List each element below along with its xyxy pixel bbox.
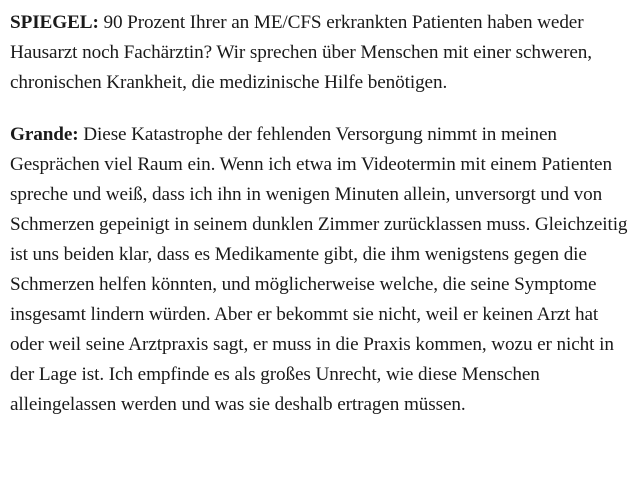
interview-question [10,8,635,98]
speaker-label-spiegel: SPIEGEL: [10,12,99,33]
interview-answer [10,120,635,420]
speaker-label-grande: Grande: [10,124,79,145]
question-text: 90 Prozent Ihrer an ME/CFS erkrankten Patienten haben weder Hausarzt noch Fachärztin? Wir sprechen über Menschen mit einer schweren, chronischen Krankheit, die medizinische Hilfe benötigen. [10,12,592,93]
article-body [10,8,635,420]
answer-text: Diese Katastrophe der fehlenden Versorgung nimmt in meinen Gesprächen viel Raum ein. Wenn ich etwa im Videotermin mit einem Patienten spreche und weiß, dass ich ihn in wenigen Minuten allein, unversorgt und von Schmerzen gepeinigt in seinem dunklen Zimmer zurücklassen muss. Gleichzeitig ist uns beiden klar, dass es Medikamente gibt, die ihm wenigstens gegen die Schmerzen helfen könnten, und möglicherweise welche, die seine Symptome insgesamt lindern würden. Aber er bekommt sie nicht, weil er keinen Arzt hat oder weil seine Arztpraxis sagt, er muss in die Praxis kommen, wozu er nicht in der Lage ist. Ich empfinde es als großes Unrecht, wie diese Menschen alleingelassen werden und was sie deshalb ertragen müssen. [10,124,628,415]
